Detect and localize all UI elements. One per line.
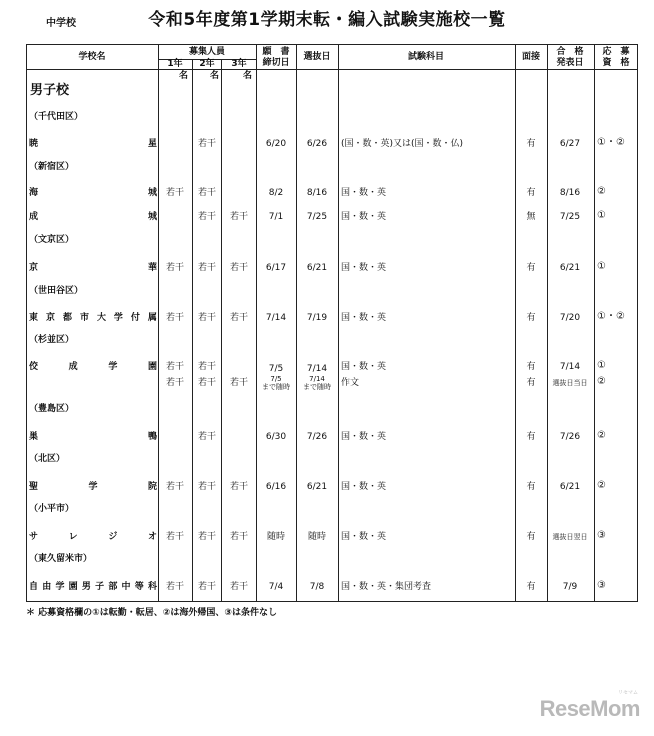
header-announce-2: 発表日: [556, 58, 584, 68]
keika-announce: 6/21: [559, 263, 581, 273]
gyosei-deadline: 6/20: [265, 139, 287, 149]
keika-interview: 有: [526, 263, 536, 273]
ward-suginami: （杉並区）: [29, 335, 75, 345]
toshidai-interview: 有: [526, 313, 536, 323]
seijo-interview: 無: [526, 212, 536, 222]
toshidai-announce: 7/20: [559, 313, 581, 323]
seigakuin-g1: 若干: [165, 482, 185, 492]
section-boys-schools: 男子校: [30, 83, 70, 98]
ward-kita: （北区）: [29, 454, 66, 464]
kosei2-subjects: 作文: [341, 378, 360, 388]
school-name-gyosei: 暁 星: [29, 139, 157, 149]
kosei-announce: 7/14: [559, 362, 581, 372]
kaijo-subjects: 国・数・英: [341, 188, 387, 198]
school-level-label: 中学校: [46, 18, 76, 29]
jiyugakuen-g3: 若干: [229, 582, 249, 592]
header-selection-date: 選抜日: [303, 52, 331, 62]
header-school-name: 学校名: [78, 52, 106, 62]
school-name-seijo: 成 城: [29, 212, 157, 222]
sugamo-deadline: 6/30: [265, 432, 287, 442]
seigakuin-subjects: 国・数・英: [341, 482, 387, 492]
toshidai-g3: 若干: [229, 313, 249, 323]
seigakuin-deadline: 6/16: [265, 482, 287, 492]
toshidai-g2: 若干: [197, 313, 217, 323]
jiyugakuen-interview: 有: [526, 582, 536, 592]
keika-g1: 若干: [165, 263, 185, 273]
kosei2-eligibility: ②: [597, 376, 606, 387]
header-eligibility-1: 応 募: [602, 47, 630, 57]
salesio-announce: 選抜日翌日: [552, 533, 588, 541]
kosei2-interview: 有: [526, 378, 536, 388]
ward-chiyoda: （千代田区）: [29, 112, 84, 122]
seigakuin-eligibility: ②: [597, 480, 606, 491]
ward-bunkyo: （文京区）: [29, 235, 75, 245]
salesio-deadline: 随時: [266, 532, 286, 542]
sugamo-selection: 7/26: [306, 432, 328, 442]
kaijo-announce: 8/16: [559, 188, 581, 198]
keika-selection: 6/21: [306, 263, 328, 273]
school-name-keika: 京 華: [29, 263, 157, 273]
gyosei-eligibility: ①・②: [597, 137, 625, 148]
seigakuin-selection: 6/21: [306, 482, 328, 492]
unit-label-g3: 名: [243, 71, 253, 81]
seijo-g3: 若干: [229, 212, 249, 222]
kosei-deadline: 7/5: [268, 364, 284, 374]
jiyugakuen-announce: 7/9: [562, 582, 578, 592]
school-name-toshidai: 東 京 都 市 大 学 付 属: [29, 313, 157, 323]
school-name-seigakuin: 聖 学 院: [29, 482, 157, 492]
ward-shinjuku: （新宿区）: [29, 162, 75, 172]
sugamo-eligibility: ②: [597, 430, 606, 441]
header-deadline-1: 願 書: [262, 47, 290, 57]
kosei2-announce: 選抜日当日: [552, 379, 588, 387]
salesio-g2: 若干: [197, 532, 217, 542]
kaijo-selection: 8/16: [306, 188, 328, 198]
ward-toshima: （豊島区）: [29, 404, 75, 414]
school-name-jiyugakuen: 自 由 学 園 男 子 部 中 等 科: [29, 582, 157, 592]
keika-g3: 若干: [229, 263, 249, 273]
seijo-g2: 若干: [197, 212, 217, 222]
seijo-announce: 7/25: [559, 212, 581, 222]
kosei2-g3: 若干: [229, 378, 249, 388]
kosei-g1: 若干: [165, 362, 185, 372]
ward-setagaya: （世田谷区）: [29, 286, 84, 296]
seijo-subjects: 国・数・英: [341, 212, 387, 222]
seigakuin-interview: 有: [526, 482, 536, 492]
seigakuin-g3: 若干: [229, 482, 249, 492]
kosei-selection: 7/14: [306, 364, 328, 374]
gyosei-announce: 6/27: [559, 139, 581, 149]
kosei2-deadline-1: 7/5: [270, 375, 282, 383]
keika-subjects: 国・数・英: [341, 263, 387, 273]
kosei-g2: 若干: [197, 362, 217, 372]
salesio-interview: 有: [526, 532, 536, 542]
kaijo-g1: 若干: [165, 188, 185, 198]
gyosei-subjects: (国・数・英)又は(国・数・仏): [341, 139, 464, 149]
school-name-sugamo: 巣 鴨: [29, 432, 157, 442]
kosei-subjects: 国・数・英: [341, 362, 387, 372]
jiyugakuen-g1: 若干: [165, 582, 185, 592]
toshidai-selection: 7/19: [306, 313, 328, 323]
salesio-selection: 随時: [307, 532, 327, 542]
schools-table: [26, 44, 638, 602]
header-grade1: 1年: [167, 59, 183, 69]
kosei2-selection-1: 7/14: [309, 375, 325, 383]
ward-kodaira: （小平市）: [29, 504, 75, 514]
kosei-interview: 有: [526, 362, 536, 372]
jiyugakuen-g2: 若干: [197, 582, 217, 592]
sugamo-announce: 7/26: [559, 432, 581, 442]
kosei2-deadline-2: まで随時: [262, 383, 290, 391]
header-recruit: 募集人員: [188, 47, 226, 57]
kaijo-interview: 有: [526, 188, 536, 198]
jiyugakuen-selection: 7/8: [309, 582, 325, 592]
jiyugakuen-eligibility: ③: [597, 580, 606, 591]
kosei2-g1: 若干: [165, 378, 185, 388]
page-title: 令和5年度第1学期末転・編入試験実施校一覧: [148, 10, 506, 30]
school-name-salesio: サ レ ジ オ: [29, 532, 157, 542]
header-subjects: 試験科目: [407, 52, 445, 62]
seigakuin-announce: 6/21: [559, 482, 581, 492]
kaijo-g2: 若干: [197, 188, 217, 198]
toshidai-subjects: 国・数・英: [341, 313, 387, 323]
header-interview: 面接: [521, 52, 541, 62]
toshidai-deadline: 7/14: [265, 313, 287, 323]
seijo-deadline: 7/1: [268, 212, 284, 222]
keika-eligibility: ①: [597, 261, 606, 272]
header-announce-1: 合 格: [556, 47, 584, 57]
logo-subtext: リセマム: [618, 690, 638, 696]
unit-label-g1: 名: [179, 71, 189, 81]
ward-higashikurume: （東久留米市）: [29, 554, 93, 564]
seijo-eligibility: ①: [597, 210, 606, 221]
seijo-selection: 7/25: [306, 212, 328, 222]
school-name-kaijo: 海 城: [29, 188, 157, 198]
gyosei-selection: 6/26: [306, 139, 328, 149]
jiyugakuen-subjects: 国・数・英・集団考査: [341, 582, 432, 592]
kaijo-eligibility: ②: [597, 186, 606, 197]
sugamo-subjects: 国・数・英: [341, 432, 387, 442]
kosei2-selection-2: まで随時: [303, 383, 331, 391]
header-eligibility-2: 資 格: [602, 58, 630, 68]
kosei-eligibility: ①: [597, 360, 606, 371]
salesio-eligibility: ③: [597, 530, 606, 541]
keika-g2: 若干: [197, 263, 217, 273]
sugamo-interview: 有: [526, 432, 536, 442]
gyosei-interview: 有: [526, 139, 536, 149]
kaijo-deadline: 8/2: [268, 188, 284, 198]
kosei2-g2: 若干: [197, 378, 217, 388]
salesio-g3: 若干: [229, 532, 249, 542]
toshidai-eligibility: ①・②: [597, 311, 625, 322]
toshidai-g1: 若干: [165, 313, 185, 323]
sugamo-g2: 若干: [197, 432, 217, 442]
school-name-kosei: 佼 成 学 園: [29, 362, 157, 372]
unit-label-g2: 名: [210, 71, 220, 81]
salesio-g1: 若干: [165, 532, 185, 542]
gyosei-g2: 若干: [197, 139, 217, 149]
header-deadline-2: 締切日: [262, 58, 290, 68]
footnote: ＊ 応募資格欄の①は転勤・転居、②は海外帰国、③は条件なし: [26, 608, 277, 618]
header-grade3: 3年: [231, 59, 247, 69]
header-grade2: 2年: [199, 59, 215, 69]
seigakuin-g2: 若干: [197, 482, 217, 492]
resemom-logo: ReseMom: [539, 696, 640, 721]
keika-deadline: 6/17: [265, 263, 287, 273]
jiyugakuen-deadline: 7/4: [268, 582, 284, 592]
salesio-subjects: 国・数・英: [341, 532, 387, 542]
